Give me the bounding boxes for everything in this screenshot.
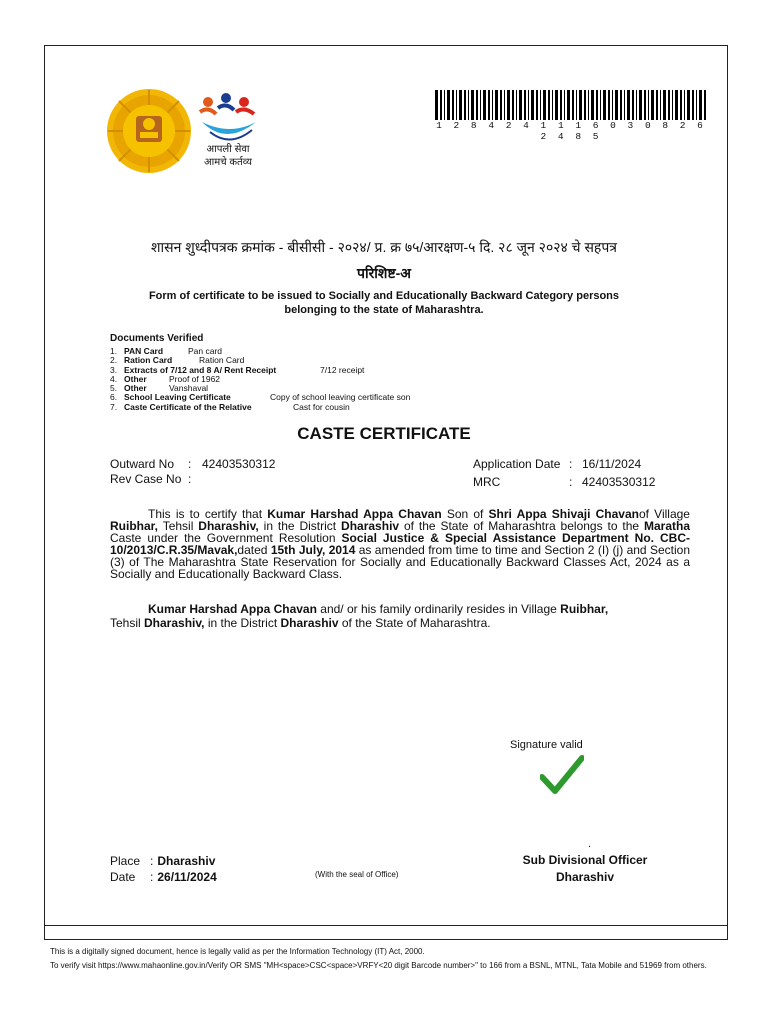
barcode-bar — [660, 90, 661, 120]
barcode-bar — [663, 90, 666, 120]
barcode-bar — [675, 90, 678, 120]
barcode-bar — [512, 90, 514, 120]
bottom-divider — [44, 925, 728, 926]
barcode-bar — [528, 90, 529, 120]
barcode-bar — [696, 90, 697, 120]
form-title — [110, 289, 658, 317]
village-name: Ruibhar, — [560, 602, 609, 616]
tehsil-name: Dharashiv, — [144, 616, 205, 630]
form-title-line1: Form of certificate to be issued to Socially and Educationally Backward Category persons — [148, 290, 620, 302]
barcode-bar — [579, 90, 582, 120]
barcode-bar — [452, 90, 454, 120]
doc-value: Proof of 1962 — [169, 373, 221, 384]
maharashtra-emblem-icon — [106, 88, 192, 174]
barcode-bar — [704, 90, 706, 120]
barcode-bar — [668, 90, 670, 120]
district-name: Dharashiv — [341, 519, 400, 533]
barcode-bar — [588, 90, 589, 120]
barcode — [435, 90, 707, 120]
doc-value: Pan card — [188, 346, 223, 356]
barcode-bar — [600, 90, 601, 120]
barcode-bar — [464, 90, 466, 120]
officer-place: Dharashiv — [555, 870, 615, 884]
doc-name: Caste Certificate of the Relative — [124, 401, 252, 412]
signature-dot: . — [588, 838, 592, 850]
outward-value: 42403530312 — [202, 457, 276, 471]
village-name: Ruibhar, — [110, 519, 159, 533]
barcode-bar — [608, 90, 610, 120]
signature-valid-label: Signature valid — [510, 739, 583, 751]
father-name: Shri Appa Shivaji Chavan — [488, 507, 639, 521]
barcode-bar — [656, 90, 658, 120]
barcode-bar — [591, 90, 594, 120]
doc-index: 6. — [110, 392, 118, 403]
barcode-bar — [447, 90, 450, 120]
date-colon: : — [150, 870, 154, 884]
doc-value: Cast for cousin — [293, 401, 350, 412]
footer-note — [50, 945, 730, 972]
barcode-bar — [699, 90, 702, 120]
certificate-border — [44, 45, 728, 940]
certification-paragraph: This is to certify that Kumar Harshad Appa Chavan Son of Shri Appa Shivaji Chavanof Village Ruibhar, Tehsil Dharashiv, in the District Dharashiv of the State of Maharashtra belongs to the Maratha Caste under the Government Resolution Social Justice & Special Assistance Department No. CBC-10/2013/C.R.35/Mavak,dated 15th July, 2014 as amended from time to time and Section 2 (I) (j) and Section (3) of The Maharashtra State Reservation for Socially and Educationally Backward Classes Act, 2024 as a Socially and Educationally Backward Class. — [110, 507, 690, 581]
district-name: Dharashiv — [280, 616, 339, 630]
barcode-bar — [560, 90, 562, 120]
barcode-bar — [692, 90, 694, 120]
rev-case-colon: : — [188, 472, 192, 486]
checkmark-icon — [540, 755, 584, 795]
place-colon: : — [150, 854, 154, 868]
barcode-bar — [540, 90, 541, 120]
barcode-bar — [615, 90, 618, 120]
barcode-bar — [572, 90, 574, 120]
applicant-name: Kumar Harshad Appa Chavan — [148, 602, 317, 616]
doc-name: PAN Card — [124, 346, 164, 356]
barcode-bar — [627, 90, 630, 120]
barcode-bar — [492, 90, 493, 120]
date-label: Date — [110, 870, 136, 884]
barcode-bar — [672, 90, 673, 120]
barcode-bar — [483, 90, 486, 120]
department-ref: Social Justice & Special Assistance Department No. CBC-10/2013/C.R.35/Mavak, — [110, 531, 690, 557]
doc-name: Other — [124, 373, 147, 384]
barcode-bar — [504, 90, 505, 120]
doc-value: Copy of school leaving certificate son — [270, 392, 411, 403]
barcode-bar — [552, 90, 553, 120]
barcode-bar — [555, 90, 558, 120]
gov-resolution-line: शासन शुध्दीपत्रक क्रमांक - बीसीसी - २०२४/ प्र. क्र ७५/आरक्षण-५ दि. २८ जून २०२४ चे सहपत्र — [150, 239, 618, 255]
annexure-heading: परिशिष्ट-अ — [357, 265, 411, 281]
doc-index: 4. — [110, 373, 118, 384]
rev-case-label: Rev Case No — [110, 472, 182, 486]
barcode-bar — [476, 90, 478, 120]
barcode-bar — [648, 90, 649, 120]
footer-line2: To verify visit https://www.mahaonline.gov.in/Verify OR SMS "MH<space>CSC<space>VRFY<20 digit Barcode number>" to 166 from a BSNL, MTNL, Tata Mobile and 51969 from others. — [50, 960, 707, 970]
seal-note: (With the seal of Office) — [315, 870, 399, 879]
form-title-line2: belonging to the state of Maharashtra. — [284, 304, 484, 316]
barcode-bar — [567, 90, 570, 120]
barcode-bar — [471, 90, 474, 120]
barcode-bar — [687, 90, 690, 120]
footer-line1: This is a digitally signed document, hence is legally valid as per the Information Technology (IT) Act, 2000. — [50, 947, 425, 956]
doc-name: Other — [124, 383, 147, 394]
applicant-name: Kumar Harshad Appa Chavan — [267, 507, 442, 521]
application-date-value: 16/11/2024 — [582, 457, 642, 471]
barcode-bar — [603, 90, 606, 120]
caste-name: Maratha — [643, 519, 690, 533]
barcode-bar — [612, 90, 613, 120]
barcode-bar — [576, 90, 577, 120]
officer-title: Sub Divisional Officer — [522, 853, 648, 867]
date-value: 26/11/2024 — [157, 870, 217, 884]
place-value: Dharashiv — [157, 854, 216, 868]
documents-heading: Documents Verified — [110, 333, 204, 344]
doc-name: Extracts of 7/12 and 8 A/ Rent Receipt — [124, 364, 277, 375]
barcode-bar — [564, 90, 565, 120]
barcode-bar — [444, 90, 445, 120]
doc-index: 3. — [110, 364, 118, 375]
place-label: Place — [110, 854, 141, 868]
gr-date: 15th July, 2014 — [270, 543, 356, 557]
barcode-bar — [620, 90, 622, 120]
barcode-bar — [459, 90, 462, 120]
barcode-bar — [519, 90, 522, 120]
barcode-bar — [644, 90, 646, 120]
logo-tagline-line1: आपली सेवा — [206, 144, 250, 155]
barcode-bar — [632, 90, 634, 120]
barcode-bar — [531, 90, 534, 120]
doc-index: 5. — [110, 383, 118, 394]
doc-value: Vanshaval — [169, 383, 209, 394]
barcode-bar — [516, 90, 517, 120]
barcode-bar — [639, 90, 642, 120]
barcode-bar — [480, 90, 481, 120]
barcode-bar — [624, 90, 625, 120]
application-date-label: Application Date — [473, 457, 561, 471]
doc-value: 7/12 receipt — [320, 364, 365, 375]
application-date-colon: : — [569, 457, 573, 471]
barcode-bar — [548, 90, 550, 120]
tehsil-name: Dharashiv, — [198, 519, 259, 533]
logo-tagline-line2: आमचे कर्तव्य — [204, 157, 252, 168]
doc-name: Ration Card — [124, 355, 173, 366]
mrc-colon: : — [569, 475, 573, 489]
logo-tagline — [195, 143, 261, 169]
place-date-block — [110, 853, 217, 885]
barcode-bar — [500, 90, 502, 120]
doc-value: Ration Card — [199, 355, 245, 366]
barcode-bar — [536, 90, 538, 120]
mrc-label: MRC — [473, 475, 501, 489]
barcode-bar — [651, 90, 654, 120]
barcode-bar — [524, 90, 526, 120]
outward-label: Outward No — [110, 457, 175, 471]
barcode-bar — [636, 90, 637, 120]
doc-index: 2. — [110, 355, 118, 366]
doc-index: 1. — [110, 346, 118, 356]
barcode-bar — [495, 90, 498, 120]
barcode-bar — [488, 90, 490, 120]
barcode-bar — [440, 90, 442, 120]
barcode-bar — [680, 90, 682, 120]
barcode-bar — [468, 90, 469, 120]
barcode-bar — [596, 90, 598, 120]
certificate-title: CASTE CERTIFICATE — [297, 424, 471, 443]
doc-index: 7. — [110, 401, 118, 412]
officer-block — [500, 852, 670, 886]
mrc-value: 42403530312 — [582, 475, 656, 489]
residence-paragraph: Kumar Harshad Appa Chavan and/ or his family ordinarily resides in Village Ruibhar, Tehsil Dharashiv, in the District Dharashiv of the State of Maharashtra. — [110, 602, 609, 630]
barcode-bar — [584, 90, 586, 120]
barcode-number: 1 2 8 4 2 4 1 1 1 6 0 3 0 8 2 6 2 4 8 5 — [436, 120, 706, 142]
barcode-bar — [507, 90, 510, 120]
outward-colon: : — [188, 457, 192, 471]
barcode-bar — [435, 90, 438, 120]
barcode-bar — [456, 90, 457, 120]
barcode-bar — [684, 90, 685, 120]
doc-name: School Leaving Certificate — [124, 392, 231, 403]
barcode-bar — [543, 90, 546, 120]
